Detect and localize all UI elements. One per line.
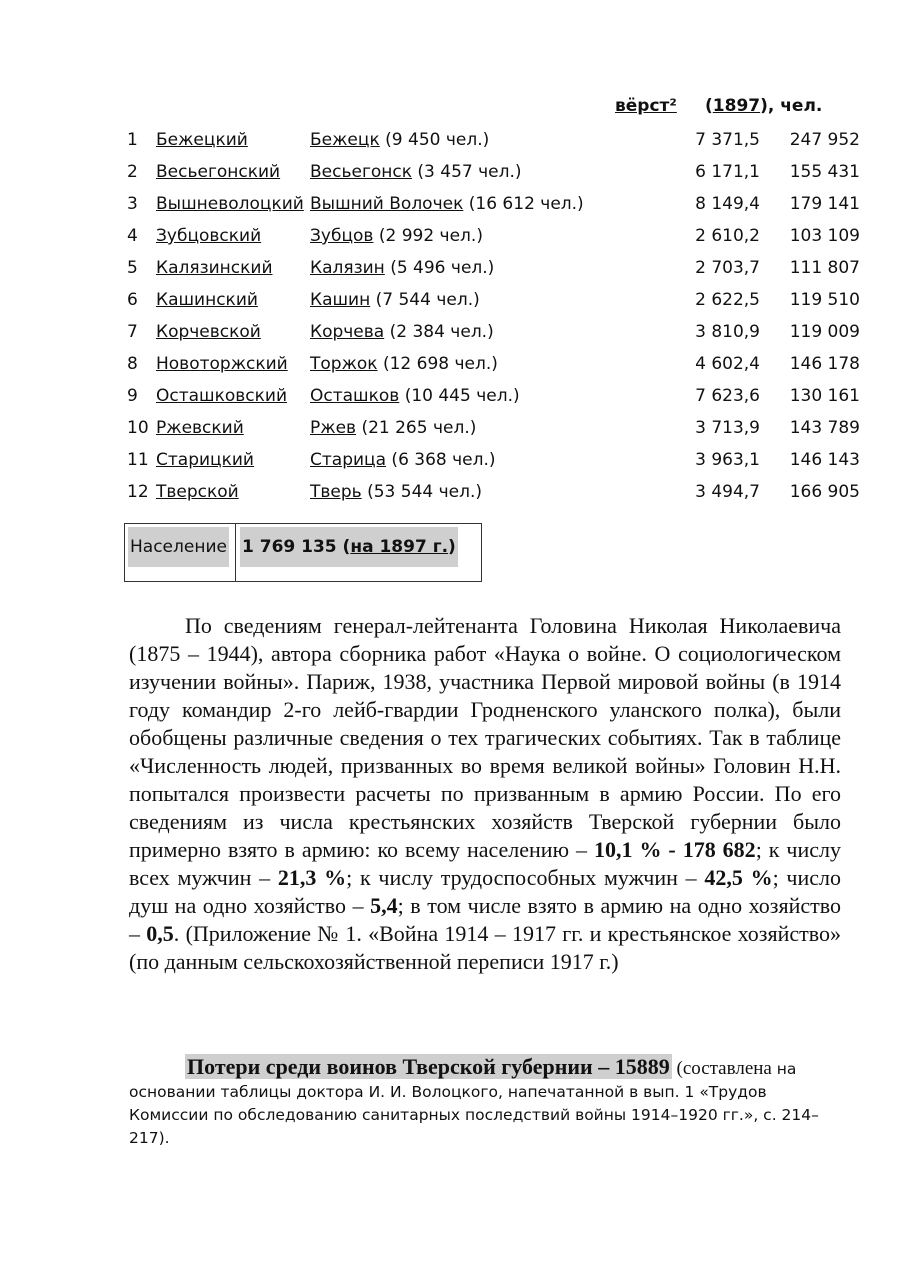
town-link[interactable]: Вышний Волочек xyxy=(310,194,464,214)
year-link[interactable]: 1897 xyxy=(712,96,761,116)
town-population: (7 544 чел.) xyxy=(370,290,480,310)
town-population: (16 612 чел.) xyxy=(463,194,584,214)
district-link[interactable]: Вышневолоцкий xyxy=(156,194,304,214)
district-area: 3 494,7 xyxy=(695,482,760,502)
district-population: 155 431 xyxy=(789,162,860,182)
town-population: (3 457 чел.) xyxy=(412,162,522,182)
district-link[interactable]: Новоторжский xyxy=(156,354,288,374)
losses-note: Потери среди воинов Тверской губернии – 15889 (составлена на основании таблицы доктора И. И. Волоцкого, напечатанной в вып. 1 «Трудов Комиссии по обследованию санитарных последствий войны 1914–1920 гг.», с. 214–217). xyxy=(129,1054,819,1147)
town-link[interactable]: Старица xyxy=(310,450,387,470)
table-row xyxy=(127,284,860,316)
town-population: (9 450 чел.) xyxy=(379,130,490,150)
stat-value: 42,5 % xyxy=(704,865,773,890)
district-population: 119 510 xyxy=(789,290,860,310)
town-link[interactable]: Калязин xyxy=(310,258,385,278)
row-number: 4 xyxy=(127,226,138,246)
district-link[interactable]: Тверской xyxy=(156,482,239,502)
table-row xyxy=(127,476,860,508)
row-number: 9 xyxy=(127,386,138,406)
district-area: 2 703,7 xyxy=(695,258,760,278)
paragraph-text: ; в том числе взято в армию на одно хозяйство – xyxy=(129,893,841,946)
column-header-area xyxy=(615,96,677,116)
table-row xyxy=(127,252,860,284)
stat-value: 10,1 % - 178 682 xyxy=(593,837,756,862)
district-area: 2 622,5 xyxy=(695,290,760,310)
district-population: 103 109 xyxy=(789,226,860,246)
population-value: 1 769 135 (на 1897 г.) xyxy=(240,527,458,567)
districts-table xyxy=(127,124,860,508)
table-row xyxy=(127,220,860,252)
population-label: Население xyxy=(128,527,229,567)
town-link[interactable]: Кашин xyxy=(310,290,371,310)
row-number: 10 xyxy=(127,418,149,438)
town-population: (12 698 чел.) xyxy=(377,354,498,374)
district-population: 143 789 xyxy=(789,418,860,438)
row-number: 7 xyxy=(127,322,138,342)
row-number: 1 xyxy=(127,130,138,150)
row-number: 8 xyxy=(127,354,138,374)
district-link[interactable]: Ржевский xyxy=(156,418,244,438)
district-area: 6 171,1 xyxy=(695,162,760,182)
district-link[interactable]: Зубцовский xyxy=(156,226,262,246)
district-population: 130 161 xyxy=(789,386,860,406)
town-population: (6 368 чел.) xyxy=(386,450,496,470)
district-link[interactable]: Кашинский xyxy=(156,290,258,310)
table-row xyxy=(127,444,860,476)
stat-value: 5,4 xyxy=(370,893,398,918)
area-unit-link[interactable]: вёрст² xyxy=(615,96,677,116)
district-population: 146 143 xyxy=(789,450,860,470)
district-population: 111 807 xyxy=(789,258,860,278)
town-link[interactable]: Ржев xyxy=(310,418,357,438)
district-area: 8 149,4 xyxy=(695,194,760,214)
row-number: 12 xyxy=(127,482,149,502)
paragraph-text: ; к числу трудоспособных мужчин – xyxy=(346,865,705,890)
town-link[interactable]: Бежецк xyxy=(310,130,380,150)
district-area: 2 610,2 xyxy=(695,226,760,246)
population-year-link[interactable]: на 1897 г. xyxy=(350,537,449,557)
district-area: 3 963,1 xyxy=(695,450,760,470)
district-population: 166 905 xyxy=(789,482,860,502)
row-number: 5 xyxy=(127,258,138,278)
table-row xyxy=(127,156,860,188)
district-link[interactable]: Корчевской xyxy=(156,322,261,342)
town-population: (2 992 чел.) xyxy=(373,226,483,246)
row-number: 2 xyxy=(127,162,138,182)
table-row xyxy=(127,412,860,444)
town-population: (53 544 чел.) xyxy=(361,482,483,502)
district-population: 119 009 xyxy=(789,322,860,342)
town-link[interactable]: Весьегонск xyxy=(310,162,413,182)
district-area: 7 371,5 xyxy=(695,130,760,150)
town-link[interactable]: Торжок xyxy=(310,354,378,374)
row-number: 3 xyxy=(127,194,138,214)
district-link[interactable]: Старицкий xyxy=(156,450,254,470)
stat-value: 21,3 % xyxy=(277,865,347,890)
district-population: 247 952 xyxy=(789,130,860,150)
town-population: (5 496 чел.) xyxy=(384,258,495,278)
paragraph-text: ; число душ на одно хозяйство – xyxy=(129,865,842,918)
town-population: (21 265 чел.) xyxy=(356,418,477,438)
district-population: 179 141 xyxy=(789,194,860,214)
paragraph-text: ; к числу всех мужчин – xyxy=(129,837,842,890)
paragraph-text: По сведениям генерал-лейтенанта Головина Николая Николаевича (1875 – 1944), автора сборника работ «Наука о войне. О социологическом изучении войны». Париж, 1938, участника Первой мировой войны (в 1914 году командир 2-го лейб-гвардии Гродненского уланского полка), были обобщены различные сведения о тех трагических событиях. Так в таблице «Численность людей, призванных во время великой войны» Головин Н.Н. попытался произвести расчеты по призванным в армию России. По его сведениям из числа крестьянских хозяйств Тверской губернии было примерно взято в армию: ко всему населению – xyxy=(129,613,841,862)
district-area: 3 810,9 xyxy=(695,322,760,342)
district-area: 4 602,4 xyxy=(695,354,760,374)
town-link[interactable]: Зубцов xyxy=(310,226,374,246)
column-header-population: (1897), чел. xyxy=(705,96,823,116)
district-link[interactable]: Осташковский xyxy=(156,386,288,406)
district-link[interactable]: Бежецкий xyxy=(156,130,248,150)
paragraph-text: . (Приложение № 1. «Война 1914 – 1917 гг. и крестьянское хозяйство» (по данным сельскохозяйственной переписи 1917 г.) xyxy=(129,921,841,974)
table-row xyxy=(127,380,860,412)
table-row xyxy=(127,348,860,380)
table-row xyxy=(127,316,860,348)
district-population: 146 178 xyxy=(789,354,860,374)
town-link[interactable]: Осташков xyxy=(310,386,400,406)
town-link[interactable]: Корчева xyxy=(310,322,385,342)
losses-title: Потери среди воинов Тверской губернии – 15889 xyxy=(187,1054,670,1079)
town-link[interactable]: Тверь xyxy=(310,482,362,502)
stat-value: 0,5 xyxy=(146,921,174,946)
table-row xyxy=(127,124,860,156)
row-number: 11 xyxy=(127,450,149,470)
town-population: (2 384 чел.) xyxy=(384,322,494,342)
town-population: (10 445 чел.) xyxy=(399,386,520,406)
population-box xyxy=(124,523,482,582)
row-number: 6 xyxy=(127,290,138,310)
golovin-paragraph xyxy=(129,612,841,976)
district-link[interactable]: Калязинский xyxy=(156,258,273,278)
district-area: 3 713,9 xyxy=(695,418,760,438)
table-row xyxy=(127,188,860,220)
district-link[interactable]: Весьегонский xyxy=(156,162,281,182)
district-area: 7 623,6 xyxy=(695,386,760,406)
